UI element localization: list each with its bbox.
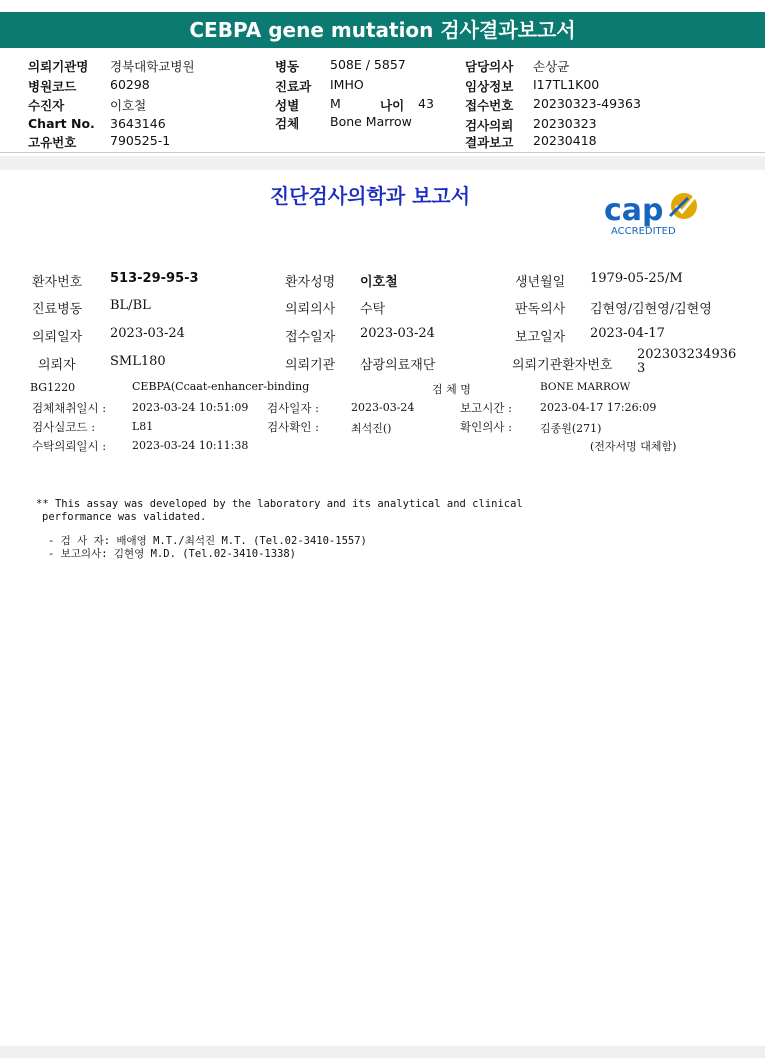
value-reading-doctor: 김현영/김현영/김현영 bbox=[590, 302, 712, 317]
header-divider bbox=[0, 152, 765, 153]
hdr-label-clinical-info: 임상정보 bbox=[465, 79, 514, 94]
hdr-label-department: 진료과 bbox=[275, 79, 312, 94]
hdr-label-hospital-code: 병원코드 bbox=[28, 79, 77, 94]
label-collection-time: 검체채취일시 : bbox=[32, 401, 107, 415]
hdr-label-specimen: 검체 bbox=[275, 116, 300, 131]
value-institution-patient-no: 202303234936 bbox=[637, 347, 737, 362]
hdr-value-ward: 508E / 5857 bbox=[330, 57, 406, 72]
hdr-value-sex: M bbox=[330, 96, 341, 111]
reporter-note: - 보고의사: 김현영 M.D. (Tel.02-3410-1338) bbox=[48, 548, 297, 560]
assay-note-line2: performance was validated. bbox=[42, 511, 207, 523]
value-patient-name: 이호철 bbox=[360, 275, 398, 290]
test-code: BG1220 bbox=[30, 381, 76, 394]
hdr-value-receipt-no: 20230323-49363 bbox=[533, 96, 641, 111]
value-patient-no: 513-29-95-3 bbox=[110, 271, 199, 286]
hdr-label-unique-no: 고유번호 bbox=[28, 135, 77, 150]
value-consignment-time: 2023-03-24 10:11:38 bbox=[132, 439, 249, 452]
hdr-label-receipt-no: 접수번호 bbox=[465, 98, 514, 113]
value-lab-code: L81 bbox=[132, 420, 154, 433]
signature-note: (전자서명 대체함) bbox=[590, 440, 677, 453]
label-requester: 의뢰자 bbox=[38, 358, 76, 373]
label-lab-code: 검사실코드 : bbox=[32, 420, 96, 434]
lab-report-title: 진단검사의학과 보고서 bbox=[269, 184, 471, 208]
cap-logo-text: cap bbox=[604, 193, 664, 228]
hdr-label-age: 나이 bbox=[380, 98, 405, 113]
hdr-value-doctor: 손상균 bbox=[533, 59, 570, 74]
page-bottom-strip bbox=[0, 1046, 765, 1058]
hdr-value-request-date: 20230323 bbox=[533, 116, 597, 131]
label-report-date: 보고일자 bbox=[515, 330, 566, 345]
label-requesting-institution: 의뢰기관 bbox=[285, 358, 336, 373]
hdr-label-patient: 수진자 bbox=[28, 98, 65, 113]
label-patient-name: 환자성명 bbox=[285, 275, 336, 290]
tester-note: - 검 사 자: 배애영 M.T./최석진 M.T. (Tel.02-3410-1557) bbox=[48, 535, 367, 547]
value-requesting-doctor: 수탁 bbox=[360, 302, 386, 317]
label-birth-date: 생년월일 bbox=[515, 275, 566, 290]
hdr-value-clinical-info: I17TL1K00 bbox=[533, 77, 600, 92]
value-receipt-date: 2023-03-24 bbox=[360, 326, 435, 341]
label-patient-no: 환자번호 bbox=[32, 275, 83, 290]
value-ward: BL/BL bbox=[110, 298, 151, 313]
report-title-bar: CEBPA gene mutation 검사결과보고서 bbox=[0, 12, 765, 48]
label-report-time: 보고시간 : bbox=[460, 401, 512, 415]
test-name: CEBPA(Ccaat-enhancer-binding bbox=[132, 380, 310, 393]
hdr-value-institution: 경북대학교병원 bbox=[110, 59, 195, 74]
hdr-value-age: 43 bbox=[418, 96, 434, 111]
label-ward: 진료병동 bbox=[32, 302, 83, 317]
cap-accredited-logo bbox=[602, 190, 712, 238]
header-shadow-strip bbox=[0, 156, 765, 170]
value-requesting-institution: 삼광의료재단 bbox=[360, 358, 436, 373]
value-confirm-doctor: 김종원(271) bbox=[540, 422, 602, 435]
value-report-time: 2023-04-17 17:26:09 bbox=[540, 401, 657, 414]
value-birth-date: 1979-05-25/M bbox=[590, 271, 683, 286]
value-request-date: 2023-03-24 bbox=[110, 326, 185, 341]
label-receipt-date: 접수일자 bbox=[285, 330, 336, 345]
label-reading-doctor: 판독의사 bbox=[515, 302, 566, 317]
hdr-label-institution: 의뢰기관명 bbox=[28, 59, 89, 74]
cap-logo-subtext: ACCREDITED bbox=[611, 226, 676, 237]
hdr-label-result-date: 결과보고 bbox=[465, 135, 514, 150]
hdr-value-patient: 이호철 bbox=[110, 98, 147, 113]
value-collection-time: 2023-03-24 10:51:09 bbox=[132, 401, 249, 414]
value-test-date: 2023-03-24 bbox=[351, 401, 415, 414]
hdr-label-chart-no: Chart No. bbox=[28, 116, 95, 131]
label-consignment-time: 수탁의뢰일시 : bbox=[32, 439, 107, 453]
hdr-value-unique-no: 790525-1 bbox=[110, 133, 171, 148]
label-confirm-doctor: 확인의사 : bbox=[460, 420, 512, 434]
label-institution-patient-no: 의뢰기관환자번호 bbox=[512, 358, 613, 373]
hdr-label-sex: 성별 bbox=[275, 98, 300, 113]
hdr-value-result-date: 20230418 bbox=[533, 133, 597, 148]
hdr-label-request-date: 검사의뢰 bbox=[465, 118, 514, 133]
hdr-value-chart-no: 3643146 bbox=[110, 116, 166, 131]
value-report-date: 2023-04-17 bbox=[590, 326, 665, 341]
label-test-date: 검사일자 : bbox=[267, 401, 319, 415]
hdr-value-hospital-code: 60298 bbox=[110, 77, 150, 92]
value-specimen-name: BONE MARROW bbox=[540, 381, 631, 393]
hdr-label-ward: 병동 bbox=[275, 59, 300, 74]
label-test-confirm: 검사확인 : bbox=[267, 420, 319, 434]
hdr-label-doctor: 담당의사 bbox=[465, 59, 514, 74]
value-requester: SML180 bbox=[110, 354, 166, 369]
label-specimen-name: 검 체 명 bbox=[432, 383, 471, 396]
label-request-date: 의뢰일자 bbox=[32, 330, 83, 345]
assay-note-line1: ** This assay was developed by the laboratory and its analytical and clinical bbox=[36, 498, 523, 510]
value-test-confirm: 최석진() bbox=[351, 422, 392, 435]
label-requesting-doctor: 의뢰의사 bbox=[285, 302, 336, 317]
hdr-value-department: IMHO bbox=[330, 77, 364, 92]
value-institution-patient-no-cont: 3 bbox=[637, 361, 646, 376]
hdr-value-specimen: Bone Marrow bbox=[330, 114, 412, 129]
